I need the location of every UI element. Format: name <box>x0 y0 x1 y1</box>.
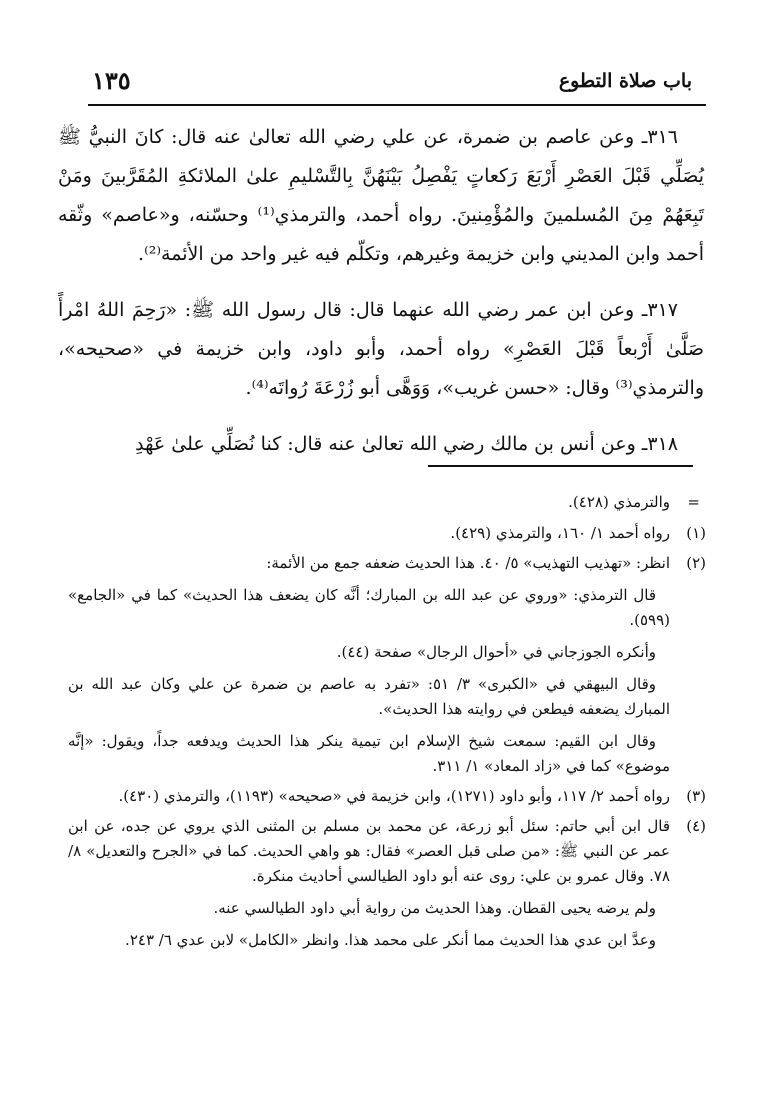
footnotes <box>68 490 706 953</box>
footnote-line: رواه أحمد ١/ ١٦٠، والترمذي (٤٢٩). <box>450 524 670 542</box>
footnote-line: قال ابن أبي حاتم: سئل أبو زرعة، عن محمد بن مسلم بن المثنى الذي يروي عن جده، عن ابن عمر عن النبي ﷺ: «من صلى قبل العصر» فقال: هو واهي الحديث. كما في «الجرح والتعديل» ٨/ ٧٨. وقال عمرو بن علي: روى عنه أبو داود الطيالسي أحاديث منكرة. <box>68 817 670 885</box>
page-number: ١٣٥ <box>92 66 131 95</box>
footnote-line: وأنكره الجوزجاني في «أحوال الرجال» صفحة (٤٤). <box>336 643 656 661</box>
footnote-number: (١) <box>686 524 706 542</box>
continuation-marker: = <box>687 493 700 511</box>
hadith-317: ٣١٧ـ وعن ابن عمر رضي الله عنهما قال: قال رسول الله ﷺ: «رَحِمَ اللهُ امْرأً صَلَّىٰ أَرْبعاً قَبْلَ العَصْرِ» رواه أحمد، وأبو داود، وابن خزيمة في «صحيحه»، والترمذي⁽³⁾ وقال: «حسن غريب»، وَوَهَّى أبو زُرْعَةَ رُواتَه⁽⁴⁾. <box>58 299 704 399</box>
footnote-line: ولم يرضه يحيى القطان. وهذا الحديث من رواية أبي داود الطيالسي عنه. <box>213 899 656 917</box>
footnote-continuation <box>68 490 706 515</box>
chapter-title: باب صلاة التطوع <box>558 70 692 92</box>
page-header <box>88 66 698 96</box>
footnote-line: رواه أحمد ٢/ ١١٧، وأبو داود (١٢٧١)، وابن خزيمة في «صحيحه» (١١٩٣)، والترمذي (٤٣٠). <box>118 787 670 805</box>
footnote-line: قال الترمذي: «وروي عن عبد الله بن المبارك؛ أنَّه كان يضعف هذا الحديث» كما في «الجامع» (٥٩٩). <box>68 586 670 629</box>
footnote-number: (٣) <box>686 787 706 805</box>
hadith-318: ٣١٨ـ وعن أنس بن مالك رضي الله تعالىٰ عنه قال: كنا نُصَلِّي علىٰ عَهْدِ <box>135 433 678 455</box>
main-text <box>58 118 704 464</box>
footnote-number: (٢) <box>686 554 706 572</box>
footnote-4 <box>68 814 706 953</box>
footnote-line: وقال البيهقي في «الكبرى» ٣/ ٥١: «تفرد به عاصم بن ضمرة عن علي وكان عبد الله بن المبارك يضعفه فيطعن في روايته هذا الحديث». <box>68 675 670 718</box>
footnote-line: وعدَّ ابن عدي هذا الحديث مما أنكر على محمد هذا. وانظر «الكامل» لابن عدي ٦/ ٢٤٣. <box>125 931 656 949</box>
footnote-line: انظر: «تهذيب التهذيب» ٥/ ٤٠. هذا الحديث ضعفه جمع من الأئمة: <box>266 554 670 572</box>
footnote-divider <box>428 465 693 467</box>
footnote-3 <box>68 784 706 809</box>
footnote-2 <box>68 551 706 779</box>
footnote-line: وقال ابن القيم: سمعت شيخ الإسلام ابن تيمية ينكر هذا الحديث ويدفعه جداً، ويقول: «إنَّه موضوع» كما في «زاد المعاد» ١/ ٣١١. <box>68 732 670 775</box>
hadith-316: ٣١٦ـ وعن عاصم بن ضمرة، عن علي رضي الله تعالىٰ عنه قال: كانَ النبيُّ ﷺ يُصَلِّي قَبْلَ العَصْرِ أَرْبَعَ رَكعاتٍ يَفْصِلُ بَيْنَهُنَّ بِالتَّسْليمِ علىٰ الملائكةِ المُقَرَّبينَ ومَنْ تَبِعَهُمْ مِنَ المُسلمينَ والمُؤْمِنينَ. رواه أحمد، والترمذي⁽¹⁾ وحسّنه، و«عاصم» وثّقه أحمد وابن المديني وابن خزيمة وغيرهم، وتكلّم فيه غير واحد من الأئمة⁽²⁾. <box>58 126 704 265</box>
footnote-number: (٤) <box>686 817 706 835</box>
header-divider <box>88 104 706 106</box>
continuation-text: والترمذي (٤٢٨). <box>568 493 670 511</box>
footnote-1 <box>68 521 706 546</box>
